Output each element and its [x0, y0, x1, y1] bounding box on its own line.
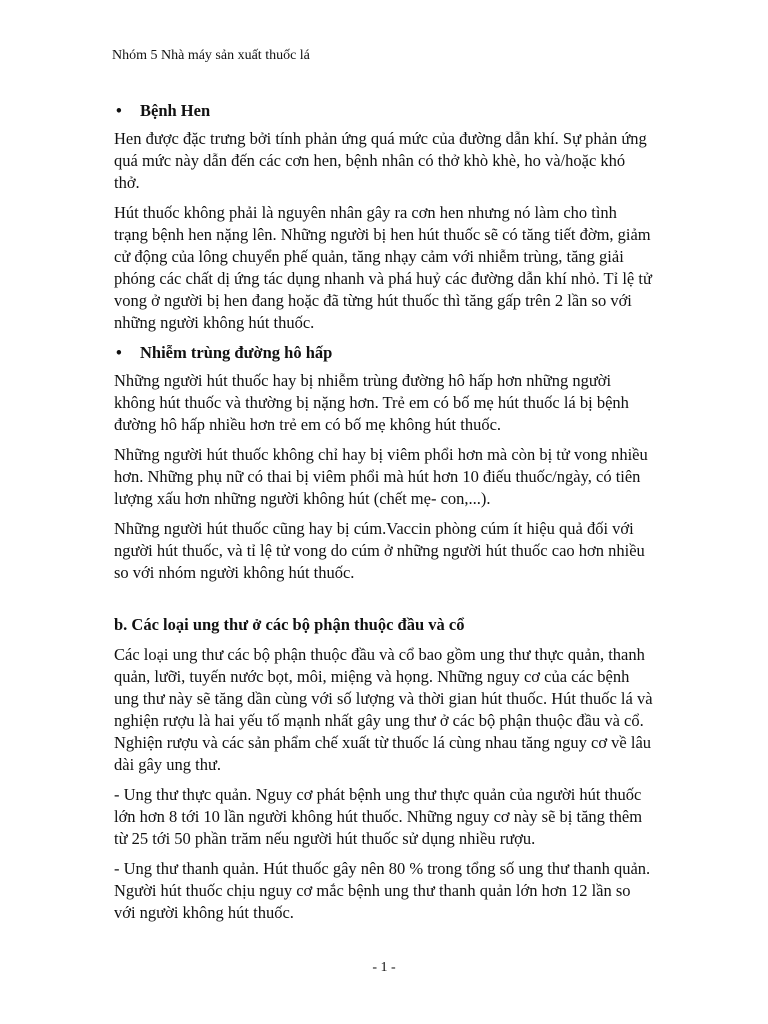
page-header: Nhóm 5 Nhà máy sản xuất thuốc lá: [112, 48, 310, 63]
heading-respiratory-text: Nhiễm trùng đường hô hấp: [140, 343, 333, 362]
bullet-icon: •: [116, 101, 122, 120]
paragraph: - Ung thư thanh quản. Hút thuốc gây nên 80 % trong tổng số ung thư thanh quản. Người hút thuốc chịu nguy cơ mắc bệnh ung thư thanh quản lớn hơn 12 lần so với người không hút thuốc.: [114, 859, 651, 922]
paragraph: Những người hút thuốc cũng hay bị cúm.Vaccin phòng cúm ít hiệu quả đối với người hút thuốc, và tỉ lệ tử vong do cúm ở những người hút thuốc cao hơn nhiều so với nhóm người không hút thuốc.: [114, 519, 645, 582]
heading-respiratory: [114, 342, 654, 364]
heading-cancer: b. Các loại ung thư ở các bộ phận thuộc đầu và cổ: [114, 615, 465, 634]
paragraph: - Ung thư thực quản. Nguy cơ phát bệnh ung thư thực quản của người hút thuốc lớn hơn 8 tới 10 lần người không hút thuốc. Những nguy cơ này sẽ bị tăng thêm từ 25 tới 50 phần trăm nếu người hút thuốc sử dụng nhiều rượu.: [114, 785, 643, 848]
paragraph: Hen được đặc trưng bởi tính phản ứng quá mức của đường dẫn khí. Sự phản ứng quá mức này dẫn đến các cơn hen, bệnh nhân có thở khò khè, ho và/hoặc khó thở.: [114, 129, 647, 192]
paragraph: Những người hút thuốc hay bị nhiễm trùng đường hô hấp hơn những người không hút thuốc và thường bị nặng hơn. Trẻ em có bố mẹ hút thuốc lá bị bệnh đường hô hấp nhiều hơn trẻ em có bố mẹ không hút thuốc.: [114, 371, 629, 434]
paragraph: Hút thuốc không phải là nguyên nhân gây ra cơn hen nhưng nó làm cho tình trạng bệnh hen nặng lên. Những người bị hen hút thuốc sẽ có tăng tiết đờm, giảm cử động của lông chuyển phế quản, tăng nhạy cảm với nhiễm trùng, tăng giải phóng các chất dị ứng tác dụng nhanh và phá huỷ các đường dẫn khí nhỏ. Tỉ lệ tử vong ở người bị hen đang hoặc đã từng hút thuốc thì tăng gấp trên 2 lần so với những người không hút thuốc.: [114, 203, 652, 332]
heading-asthma: [114, 100, 654, 122]
paragraph: Những người hút thuốc không chỉ hay bị viêm phổi hơn mà còn bị tử vong nhiều hơn. Những phụ nữ có thai bị viêm phổi mà hút hơn 10 điếu thuốc/ngày, có tiên lượng xấu hơn những người không hút (chết mẹ- con,...).: [114, 445, 648, 508]
heading-asthma-text: Bệnh Hen: [140, 101, 211, 120]
bullet-icon: •: [116, 343, 122, 362]
page-content: [114, 100, 654, 932]
page-number: - 1 -: [372, 960, 396, 975]
paragraph: Các loại ung thư các bộ phận thuộc đầu và cổ bao gồm ung thư thực quản, thanh quản, lưỡi, tuyến nước bọt, môi, miệng và họng. Những nguy cơ của các bệnh ung thư này sẽ tăng dần cùng với số lượng và thời gian hút thuốc. Hút thuốc lá và nghiện rượu là hai yếu tố mạnh nhất gây ung thư ở các bộ phận thuộc đầu và cổ. Nghiện rượu và các sản phẩm chế xuất từ thuốc lá cùng nhau tăng nguy cơ về lâu dài gây ung thư.: [114, 645, 653, 774]
